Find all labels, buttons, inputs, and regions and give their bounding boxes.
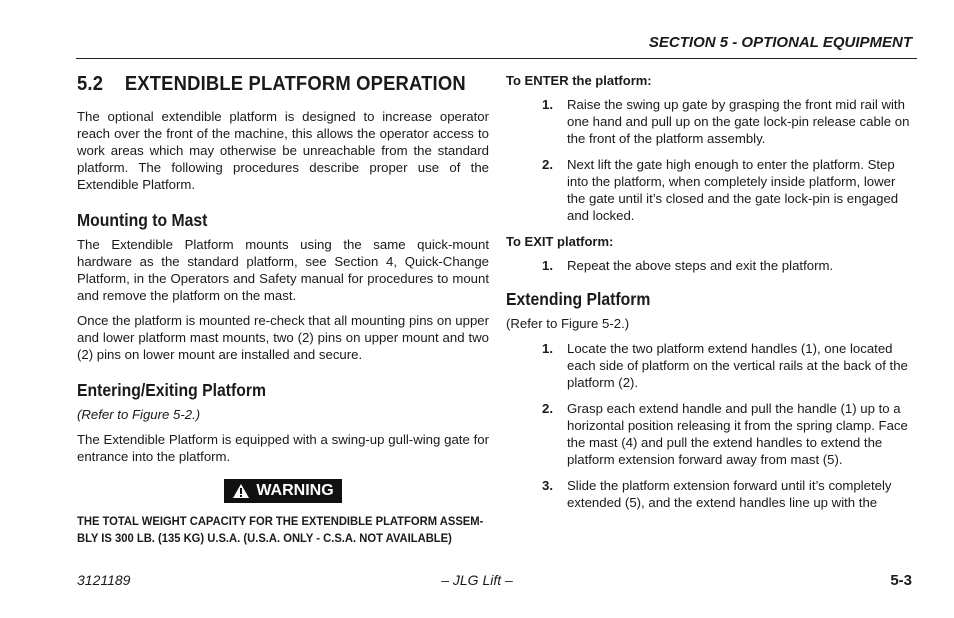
warning-badge (224, 479, 341, 503)
step-text: Repeat the above steps and exit the platform. (567, 258, 834, 273)
enter-steps-list (506, 96, 916, 224)
intro-paragraph: The optional extendible platform is designed to increase operator reach over the front of the machine, this allows the operator access to work areas which may otherwise be unreachable from the standard platform. The following procedures describe proper use of the Extendible Platform. (77, 109, 489, 192)
step-text: Slide the platform extension forward until it’s completely extended (5), and the extend handles line up with the (567, 478, 892, 510)
step-text: Raise the swing up gate by grasping the front mid rail with one hand and pull up on the gate lock-pin release cable on the front of the platform assembly. (567, 97, 910, 146)
right-column (506, 72, 916, 520)
page-number: 5-3 (890, 572, 912, 589)
enter-heading: To ENTER the platform: (506, 73, 652, 88)
step-number: 2. (542, 157, 553, 172)
list-item (506, 257, 916, 274)
list-item (506, 477, 916, 511)
mounting-heading: Mounting to Mast (77, 210, 208, 230)
section-number: 5.2 (77, 73, 104, 95)
left-column (77, 72, 489, 547)
header-rule (76, 58, 917, 59)
step-number: 3. (542, 478, 553, 493)
extending-heading: Extending Platform (506, 289, 651, 309)
extending-steps-list (506, 340, 916, 511)
section-title (77, 72, 466, 96)
list-item (506, 156, 916, 224)
section-header: SECTION 5 - OPTIONAL EQUIPMENT (648, 34, 912, 51)
list-item (506, 96, 916, 147)
step-number: 1. (542, 341, 553, 356)
exit-steps-list (506, 257, 916, 274)
footer-brand: – JLG Lift – (441, 572, 513, 588)
list-item (506, 340, 916, 391)
warning-badge-wrap (77, 479, 489, 503)
section-title-text: EXTENDIBLE PLATFORM OPERATION (124, 73, 466, 95)
step-text: Next lift the gate high enough to enter the platform. Step into the platform, when completely inside platform, lower the gate until it’s closed and the gate lock-pin is engaged and locked. (567, 157, 899, 223)
warning-text-line-2: BLY IS 300 LB. (135 KG) U.S.A. (U.S.A. ONLY - C.S.A. NOT AVAILABLE) (77, 531, 452, 545)
warning-label: WARNING (256, 482, 334, 499)
list-item (506, 400, 916, 468)
warning-text-line-1: THE TOTAL WEIGHT CAPACITY FOR THE EXTENDIBLE PLATFORM ASSEM- (77, 514, 484, 528)
step-text: Grasp each extend handle and pull the handle (1) up to a horizontal position releasing it from the spring clamp. Face the mast (4) and pull the extend handles to extend the platform extension forward away from mast (5). (567, 401, 908, 467)
entering-heading: Entering/Exiting Platform (77, 380, 267, 400)
mounting-paragraph-1: The Extendible Platform mounts using the same quick-mount hardware as the standard platform, see Section 4, Quick-Change Platform, in the Operators and Safety manual for procedures to mount and remove the platform on the mast. (77, 237, 489, 303)
entering-paragraph: The Extendible Platform is equipped with a swing-up gull-wing gate for entrance into the platform. (77, 432, 489, 464)
entering-figure-ref: (Refer to Figure 5-2.) (77, 407, 201, 422)
step-text: Locate the two platform extend handles (1), one located each side of platform on the vertical rails at the back of the platform (2). (567, 341, 908, 390)
extending-figure-ref: (Refer to Figure 5-2.) (506, 316, 630, 331)
mounting-paragraph-2: Once the platform is mounted re-check that all mounting pins on upper and lower platform mast mounts, two (2) pins on upper mount and two (2) pins on lower mount are installed and secure. (77, 313, 489, 362)
exit-heading: To EXIT platform: (506, 234, 614, 249)
warning-triangle-icon (232, 483, 250, 499)
step-number: 1. (542, 258, 553, 273)
step-number: 2. (542, 401, 553, 416)
step-number: 1. (542, 97, 553, 112)
doc-number: 3121189 (77, 572, 131, 588)
